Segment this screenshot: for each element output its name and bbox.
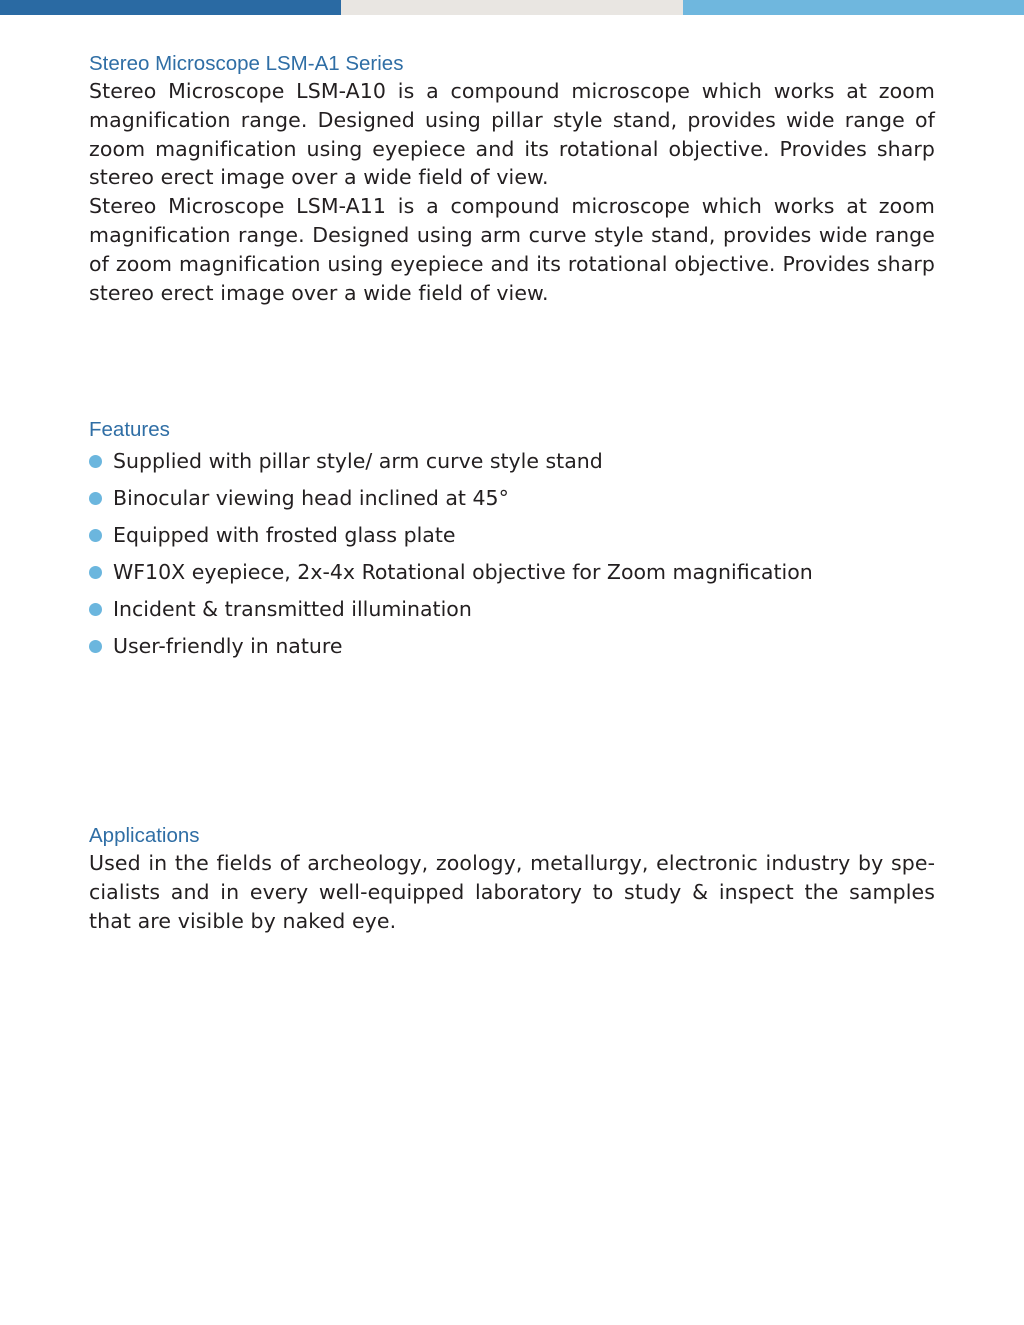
series-paragraph-2: Stereo Microscope LSM-A11 is a compound microscope which works at zoom magnification range. Designed using arm curve style stand, provides wide range of zoom magnification using eyepiece and its rotational objective. Provides sharp stereo erect image over a wide field of view. bbox=[89, 194, 935, 305]
list-item bbox=[89, 517, 935, 554]
feature-text: WF10X eyepiece, 2x-4x Rotational objective for Zoom magnification bbox=[113, 560, 813, 584]
feature-text: User-friendly in nature bbox=[113, 634, 343, 658]
feature-text: Binocular viewing head inclined at 45° bbox=[113, 486, 509, 510]
bullet-dot-icon bbox=[89, 640, 102, 653]
series-section bbox=[89, 51, 935, 307]
list-item bbox=[89, 628, 935, 665]
bullet-dot-icon bbox=[89, 492, 102, 505]
series-title: Stereo Microscope LSM-A1 Series bbox=[89, 52, 404, 75]
feature-text: Incident & transmitted illumination bbox=[113, 597, 472, 621]
applications-section bbox=[89, 823, 935, 935]
features-title: Features bbox=[89, 418, 170, 441]
top-bar-segment-middle bbox=[341, 0, 683, 15]
applications-title: Applications bbox=[89, 824, 200, 847]
features-section bbox=[89, 417, 935, 665]
list-item bbox=[89, 480, 935, 517]
top-color-bar bbox=[0, 0, 1024, 15]
bullet-dot-icon bbox=[89, 455, 102, 468]
feature-text: Supplied with pillar style/ arm curve style stand bbox=[113, 449, 603, 473]
top-bar-segment-right bbox=[683, 0, 1024, 15]
list-item bbox=[89, 554, 935, 591]
list-item bbox=[89, 591, 935, 628]
applications-text: Used in the fields of archeology, zoology, metallurgy, electronic industry by specialists and in every well-equipped laboratory to study & inspect the samples that are visible by naked eye. bbox=[89, 851, 935, 933]
bullet-dot-icon bbox=[89, 529, 102, 542]
top-bar-segment-left bbox=[0, 0, 341, 15]
feature-text: Equipped with frosted glass plate bbox=[113, 523, 456, 547]
bullet-dot-icon bbox=[89, 566, 102, 579]
series-paragraph-1: Stereo Microscope LSM-A10 is a compound microscope which works at zoom magnification range. Designed using pillar style stand, provides wide range of zoom magnification using eyepiece and its rotational objective. Provides sharp stereo erect image over a wide field of view. bbox=[89, 79, 935, 190]
bullet-dot-icon bbox=[89, 603, 102, 616]
features-list bbox=[89, 443, 935, 665]
list-item bbox=[89, 443, 935, 480]
